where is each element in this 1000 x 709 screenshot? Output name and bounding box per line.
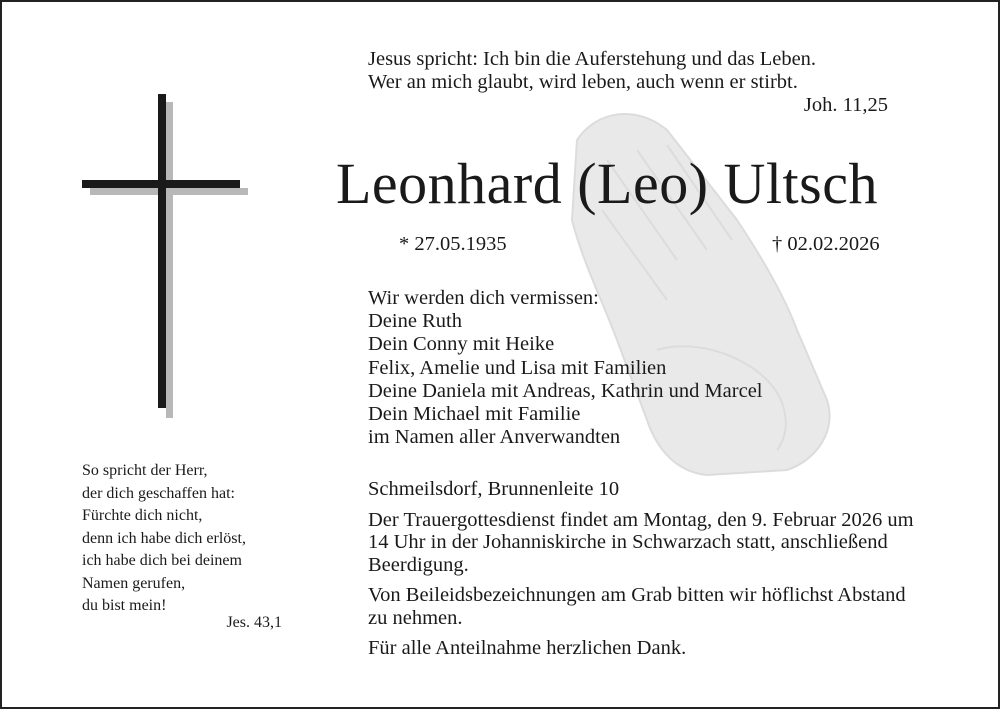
verse-line: ich habe dich bei deinem bbox=[82, 552, 242, 569]
verse-line: du bist mein! bbox=[82, 597, 167, 614]
death-date: † 02.02.2026 bbox=[772, 233, 880, 255]
deceased-name: Leonhard (Leo) Ultsch bbox=[336, 151, 878, 216]
verse-line: Wer an mich glaubt, wird leben, auch wenn er stirbt. bbox=[368, 71, 798, 93]
mourner-line: im Namen aller Anverwandten bbox=[368, 426, 621, 449]
verse-reference: Joh. 11,25 bbox=[803, 94, 888, 116]
mourners-list bbox=[368, 287, 908, 449]
funeral-info bbox=[368, 478, 928, 668]
mourner-line: Wir werden dich vermissen: bbox=[368, 287, 599, 309]
bible-verse-side bbox=[82, 460, 302, 634]
bible-verse-top bbox=[368, 48, 898, 117]
mourner-line: Deine Ruth bbox=[368, 310, 462, 333]
condolences-text: Von Beileidsbezeichnungen am Grab bitten wir höflichst Abstand zu nehmen. bbox=[368, 584, 906, 629]
verse-line: denn ich habe dich erlöst, bbox=[82, 529, 246, 547]
mourner-line: Dein Conny mit Heike bbox=[368, 333, 555, 356]
verse-line: Namen gerufen, bbox=[82, 574, 186, 592]
verse-line: So spricht der Herr, bbox=[82, 462, 208, 479]
mourner-line: Felix, Amelie und Lisa mit Familien bbox=[368, 356, 667, 379]
mourner-line: Dein Michael mit Familie bbox=[368, 403, 581, 426]
verse-line: Fürchte dich nicht, bbox=[82, 507, 203, 524]
thanks-text: Für alle Anteilnahme herzlichen Dank. bbox=[368, 637, 687, 659]
mourner-line: Deine Daniela mit Andreas, Kathrin und Marcel bbox=[368, 379, 763, 402]
verse-line: Jesus spricht: Ich bin die Auferstehung und das Leben. bbox=[368, 48, 817, 70]
address: Schmeilsdorf, Brunnenleite 10 bbox=[368, 478, 620, 500]
verse-reference: Jes. 43,1 bbox=[226, 613, 282, 631]
verse-line: der dich geschaffen hat: bbox=[82, 484, 235, 502]
cross-icon bbox=[78, 92, 248, 418]
service-text: Der Trauergottesdienst findet am Montag, den 9. Februar 2026 um 14 Uhr in der Johanniskirche in Schwarzach statt, anschließend Beerdigung. bbox=[368, 508, 914, 576]
birth-date: * 27.05.1935 bbox=[399, 233, 507, 255]
